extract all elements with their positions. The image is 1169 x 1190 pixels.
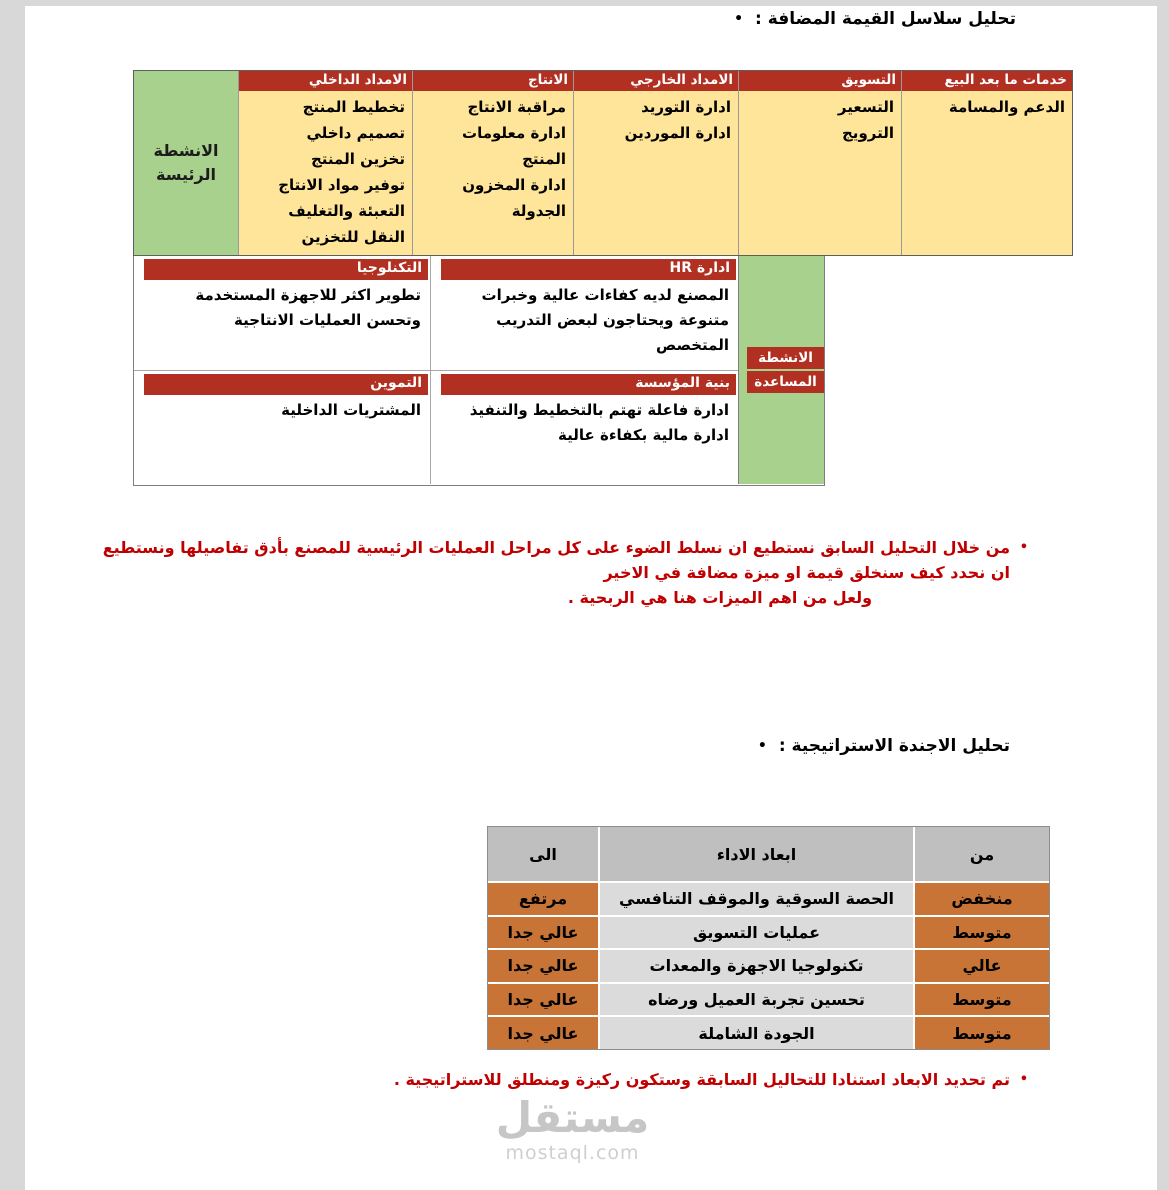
vc-item: التعبئة والتغليف [288, 202, 405, 220]
vc-item: ادارة التوريد [641, 98, 731, 116]
sup-cell-infrastructure [430, 370, 738, 484]
heading-strategic-agenda [758, 736, 1010, 756]
value-chain-table [133, 70, 1073, 256]
vc-col-after-sales [901, 71, 1072, 255]
vc-body-inbound-logistics [239, 91, 412, 255]
agenda-from: متوسط [915, 984, 1049, 1016]
agenda-dimension: تحسين تجربة العميل ورضاه [600, 984, 913, 1016]
agenda-from: منخفض [915, 883, 1049, 915]
primary-activities-label-cell [134, 71, 238, 255]
sup-text-technology [134, 280, 430, 333]
bullet-icon: • [734, 11, 744, 27]
sup-cell-technology [134, 256, 430, 370]
vc-col-outbound-logistics [573, 71, 738, 255]
vc-body-outbound-logistics [574, 91, 738, 255]
agenda-header-dimension: ابعاد الاداء [600, 827, 913, 881]
agenda-from: متوسط [915, 1017, 1049, 1049]
heading-value-chain [734, 9, 1016, 29]
agenda-to: عالي جدا [488, 917, 598, 949]
vc-header-inbound-logistics: الامداد الداخلي [239, 71, 412, 91]
heading-strategic-agenda-text: تحليل الاجندة الاستراتيجية : [778, 736, 1010, 756]
vc-body-production [413, 91, 573, 255]
bullet-icon: • [757, 738, 767, 754]
agenda-to: مرتفع [488, 883, 598, 915]
sup-header-procurement: التموين [144, 374, 428, 395]
vc-item: توفير مواد الانتاج [278, 176, 405, 194]
vc-item: ادارة المخزون [462, 176, 566, 194]
vc-item: التسعير [837, 98, 894, 116]
sup-line: المتخصص [655, 336, 729, 354]
sup-line: تطوير اكثر للاجهزة المستخدمة [195, 286, 421, 304]
support-activities-label-cell [738, 256, 824, 484]
vc-item: مراقبة الانتاج [467, 98, 566, 116]
vc-item: تصميم داخلي [306, 124, 405, 142]
agenda-to: عالي جدا [488, 950, 598, 982]
agenda-to: عالي جدا [488, 984, 598, 1016]
vc-item: الجدولة [511, 202, 566, 220]
vc-header-after-sales: خدمات ما بعد البيع [902, 71, 1072, 91]
sup-header-infrastructure: بنية المؤسسة [441, 374, 736, 395]
primary-activities-label-line1: الانشطة [153, 141, 219, 160]
vc-header-production: الانتاج [413, 71, 573, 91]
sup-cell-hr [430, 256, 738, 370]
watermark-logo: مستقل [495, 1093, 650, 1142]
vc-body-marketing [739, 91, 901, 255]
primary-activities-label-line2: الرئيسة [156, 165, 216, 184]
vc-item: النقل للتخزين [301, 228, 405, 246]
bullet-icon: • [1019, 1072, 1028, 1087]
agenda-header-to: الى [488, 827, 598, 881]
agenda-from: عالي [915, 950, 1049, 982]
dimensions-note: تم تحديد الابعاد استنادا للتحاليل السابقة وستكون ركيزة ومنطلق للاستراتيجية . [393, 1070, 1010, 1089]
vc-item: تخطيط المنتج [302, 98, 405, 116]
sup-text-hr [431, 280, 738, 358]
sup-line: المصنع لديه كفاءات عالية وخبرات [481, 286, 729, 304]
vc-col-production [412, 71, 573, 255]
sup-line: متنوعة ويحتاجون لبعض التدريب [496, 311, 729, 329]
agenda-to: عالي جدا [488, 1017, 598, 1049]
sup-header-technology: التكنلوجيا [144, 259, 428, 280]
vc-body-after-sales [902, 91, 1072, 255]
vc-item: تخزين المنتج [310, 150, 405, 168]
vc-header-outbound-logistics: الامداد الخارجي [574, 71, 738, 91]
analysis-note-line3: ولعل من اهم الميزات هنا هي الربحية . [567, 588, 873, 607]
sup-line: ادارة مالية بكفاءة عالية [558, 426, 729, 444]
watermark-domain: mostaql.com [505, 1142, 640, 1164]
sup-line: وتحسن العمليات الانتاجية [234, 311, 421, 329]
bullet-icon: • [1019, 540, 1028, 555]
agenda-dimension: عمليات التسويق [600, 917, 913, 949]
vc-item: الدعم والمسامة [948, 98, 1065, 116]
heading-value-chain-text: تحليل سلاسل القيمة المضافة : [755, 9, 1016, 29]
support-activities-table [133, 256, 825, 486]
strategic-agenda-table [487, 826, 1050, 1050]
watermark [455, 1094, 690, 1164]
sup-text-infrastructure [431, 395, 738, 448]
agenda-header-from: من [915, 827, 1049, 881]
sup-header-hr: ادارة HR [441, 259, 736, 280]
analysis-note-line1: من خلال التحليل السابق نستطيع ان نسلط الضوء على كل مراحل العمليات الرئيسية للمصنع بأدق تفاصيلها ونستطيع [102, 538, 1010, 557]
support-label-line2: المساعدة [747, 371, 824, 393]
sup-cell-procurement [134, 370, 430, 484]
sup-text-procurement [134, 395, 430, 423]
agenda-dimension: تكنولوجيا الاجهزة والمعدات [600, 950, 913, 982]
vc-item: ادارة الموردين [624, 124, 731, 142]
vc-header-marketing: التسويق [739, 71, 901, 91]
sup-line: ادارة فاعلة تهتم بالتخطيط والتنفيذ [469, 401, 729, 419]
support-label-line1: الانشطة [747, 347, 824, 369]
vc-item: ادارة معلومات المنتج [462, 124, 566, 168]
agenda-dimension: الحصة السوقية والموقف التنافسي [600, 883, 913, 915]
agenda-dimension: الجودة الشاملة [600, 1017, 913, 1049]
analysis-note-line2: ان نحدد كيف سنخلق قيمة او ميزة مضافة في الاخير [603, 563, 1010, 582]
agenda-from: متوسط [915, 917, 1049, 949]
vc-col-inbound-logistics [238, 71, 412, 255]
vc-col-marketing [738, 71, 901, 255]
sup-line: المشتريات الداخلية [281, 401, 421, 419]
vc-item: الترويج [842, 124, 894, 142]
